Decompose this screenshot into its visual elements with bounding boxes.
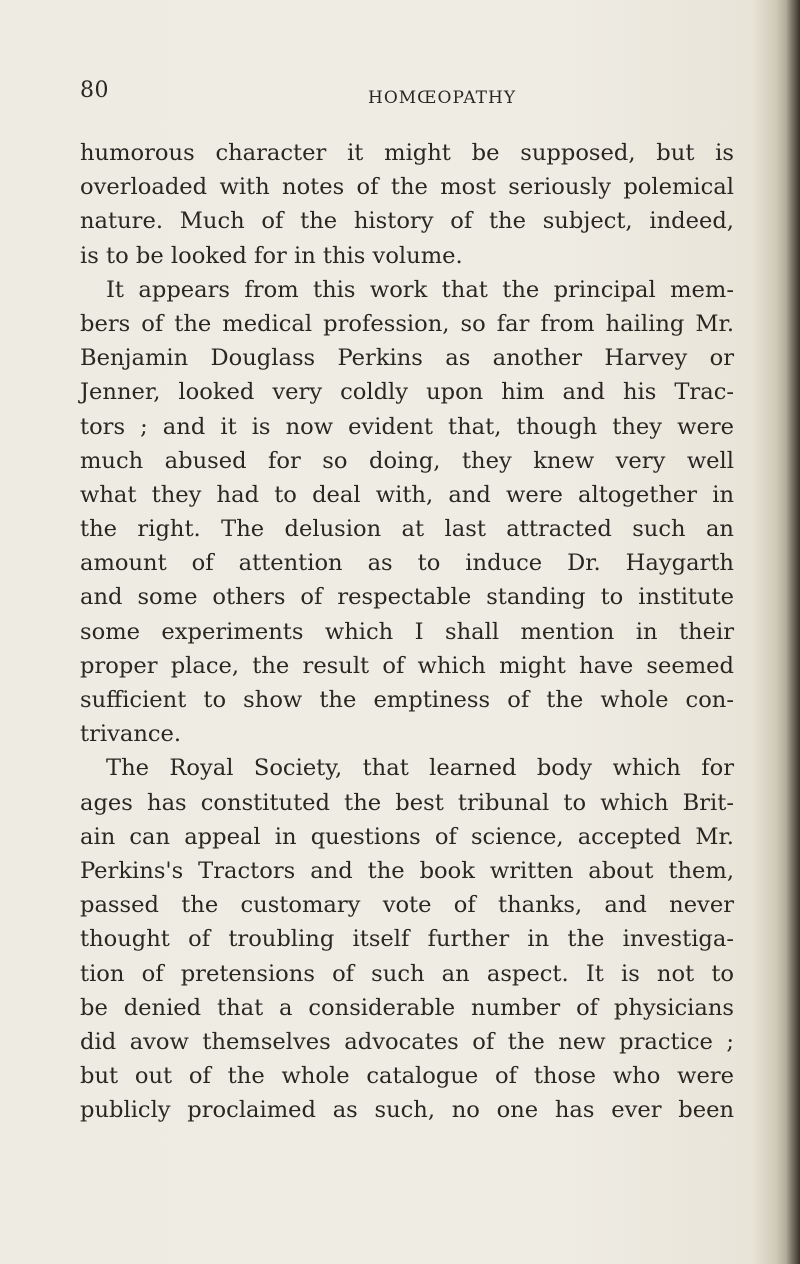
text-line: tion of pretensions of such an aspect. It is not to (80, 960, 734, 987)
text-line: The Royal Society, that learned body which for (106, 755, 734, 782)
text-line: and some others of respectable standing to institute (80, 584, 734, 611)
text-line: humorous character it might be supposed, but is (80, 140, 734, 166)
page-edge-shadow (786, 0, 800, 1264)
text-line: Perkins's Tractors and the book written about them, (80, 857, 734, 884)
text-line: sufficient to show the emptiness of the whole con- (80, 687, 734, 713)
body-text (80, 136, 734, 1127)
text-line: ages has constituted the best tribunal to which Brit- (80, 789, 734, 816)
running-head: HOMŒOPATHY (368, 88, 517, 108)
text-line: ain can appeal in questions of science, accepted Mr. (80, 823, 734, 850)
text-line: some experiments which I shall mention in their (80, 618, 734, 645)
text-line: be denied that a considerable number of physicians (80, 994, 734, 1021)
text-line: is to be looked for in this volume. (80, 242, 463, 269)
text-line: the right. The delusion at last attracted such an (80, 516, 734, 543)
text-line: bers of the medical profession, so far from hailing Mr. (80, 310, 734, 337)
text-line: Jenner, looked very coldly upon him and his Trac- (80, 379, 734, 406)
text-line: It appears from this work that the principal mem- (106, 276, 734, 303)
text-line: nature. Much of the history of the subject, indeed, (80, 208, 734, 235)
text-line: overloaded with notes of the most seriously polemical (80, 174, 734, 201)
page-header (80, 78, 750, 114)
text-line: trivance. (80, 721, 182, 748)
page-number: 80 (80, 78, 109, 103)
text-line: proper place, the result of which might have seemed (80, 652, 734, 679)
text-line: Benjamin Douglass Perkins as another Harvey or (80, 345, 734, 372)
text-line: but out of the whole catalogue of those who were (80, 1063, 734, 1090)
text-line: what they had to deal with, and were altogether in (80, 481, 734, 508)
text-line: publicly proclaimed as such, no one has ever been (80, 1097, 734, 1124)
text-line: did avow themselves advocates of the new practice ; (80, 1028, 734, 1055)
text-line: thought of troubling itself further in the investiga- (80, 926, 734, 953)
text-line: much abused for so doing, they knew very well (80, 447, 734, 474)
text-line: amount of attention as to induce Dr. Haygarth (80, 550, 734, 577)
text-line: passed the customary vote of thanks, and never (80, 892, 734, 919)
text-line: tors ; and it is now evident that, though they were (80, 413, 734, 440)
